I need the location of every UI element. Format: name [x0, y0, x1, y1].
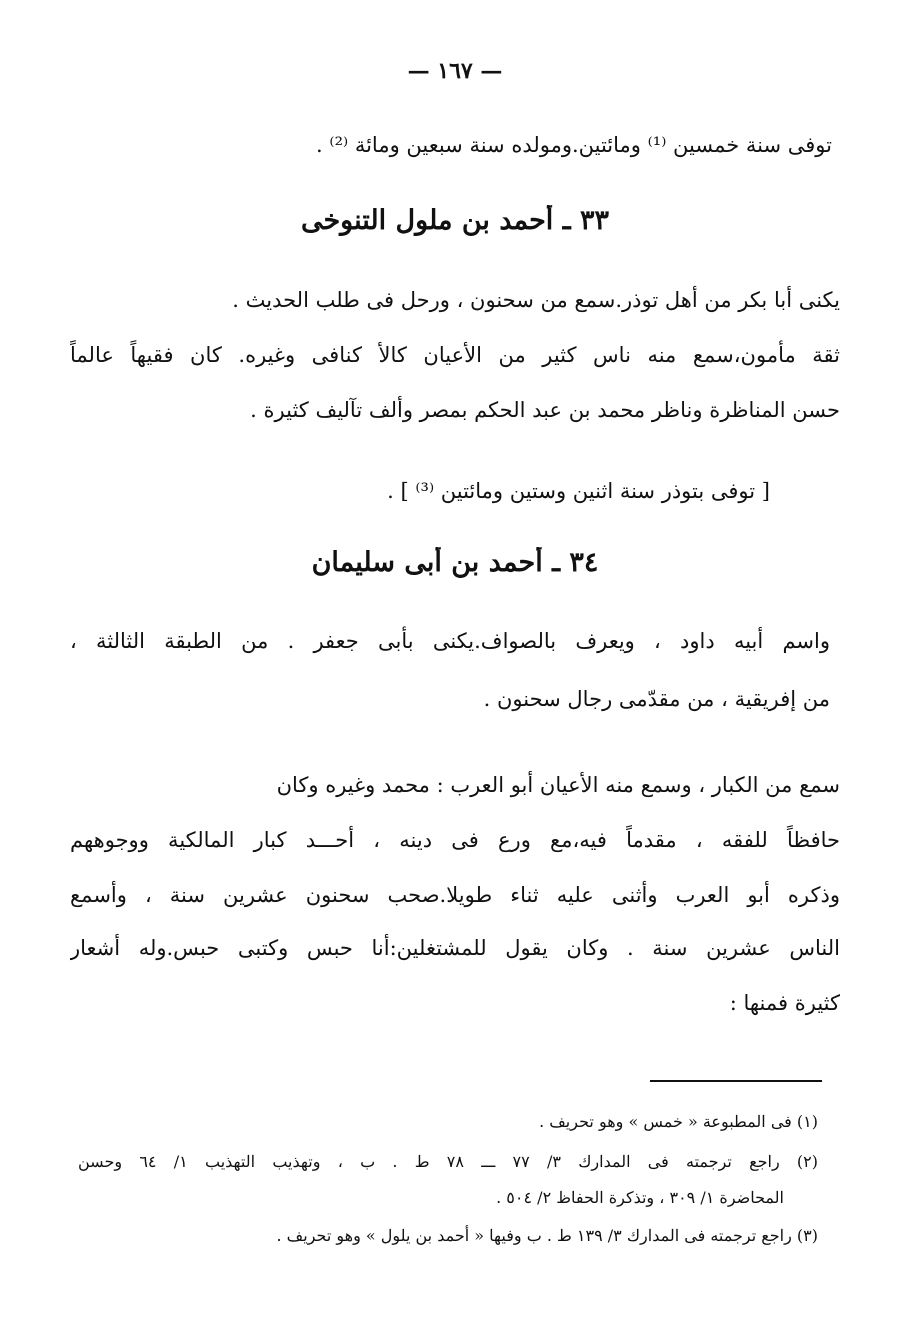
page-number: — ١٦٧ —: [407, 58, 503, 84]
entry-34-line: الناس عشرين سنة . وكان يقول للمشتغلين:أنا حبس وكتبى حبس.وله أشعار: [70, 936, 840, 960]
footnote: المحاضرة ١/ ٣٠٩ ، وتذكرة الحفاظ ٢/ ٥٠٤ .: [496, 1188, 784, 1207]
entry-34-line: سمع من الكبار ، وسمع منه الأعيان أبو العرب : محمد وغيره وكان: [276, 773, 840, 797]
entry-33-death-note: [ توفى بتوذر سنة اثنين وستين ومائتين ⁽³⁾ ] .: [387, 479, 770, 503]
footnote: (١) فى المطبوعة « خمس » وهو تحريف .: [539, 1112, 818, 1131]
opening-line: توفى سنة خمسين ⁽¹⁾ ومائتين.ومولده سنة سبعين ومائة ⁽²⁾ .: [316, 133, 832, 157]
entry-33-line: ثقة مأمون،سمع منه ناس كثير من الأعيان كالأ كنافى وغيره. كان فقيهاً عالماً: [70, 343, 840, 367]
entry-34-line: واسم أبيه داود ، ويعرف بالصواف.يكنى بأبى جعفر . من الطبقة الثالثة ،: [70, 629, 830, 653]
entry-34-line: كثيرة فمنها :: [729, 991, 840, 1015]
entry-34-line: حافظاً للفقه ، مقدماً فيه،مع ورع فى دينه ، أحـــد كبار المالكية ووجوههم: [70, 828, 840, 852]
entry-34-heading: ٣٤ ـ أحمد بن أبى سليمان: [311, 547, 599, 578]
footnote: (٣) راجع ترجمته فى المدارك ٣/ ١٣٩ ط . ب وفيها « أحمد بن يلول » وهو تحريف .: [276, 1226, 818, 1245]
entry-34-line: وذكره أبو العرب وأثنى عليه ثناء طويلا.صحب سحنون عشرين سنة ، وأسمع: [70, 883, 840, 907]
footnote: (٢) راجع ترجمته فى المدارك ٣/ ٧٧ ـــ ٧٨ ط . ب ، وتهذيب التهذيب ١/ ٦٤ وحسن: [78, 1152, 818, 1171]
entry-34-line: من إفريقية ، من مقدّمى رجال سحنون .: [483, 687, 830, 711]
entry-33-heading: ٣٣ ـ أحمد بن ملول التنوخى: [300, 205, 610, 236]
entry-33-line: حسن المناظرة وناظر محمد بن عبد الحكم بمصر وألف تآليف كثيرة .: [250, 398, 840, 422]
entry-33-line: يكنى أبا بكر من أهل توذر.سمع من سحنون ، ورحل فى طلب الحديث .: [232, 288, 840, 312]
footnote-divider: [650, 1080, 822, 1082]
